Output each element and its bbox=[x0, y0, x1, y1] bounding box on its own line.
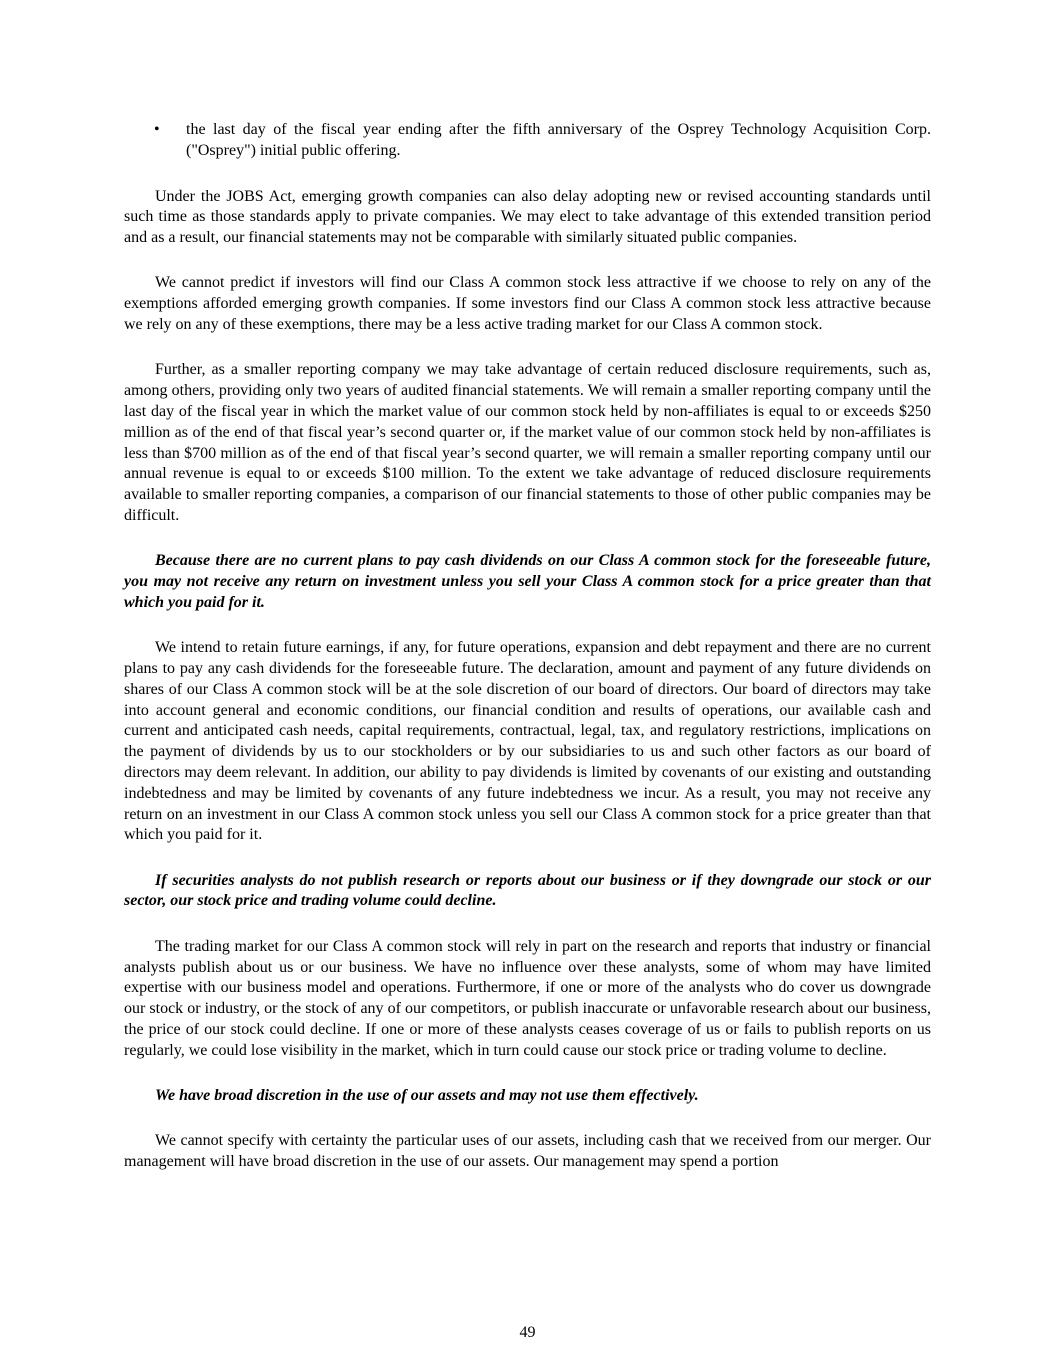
heading-dividends: Because there are no current plans to pay cash dividends on our Class A common stock for the foreseeable future, you may not receive any return on investment unless you sell your Class A common stock for a price greater than that which you paid for it. bbox=[124, 552, 931, 611]
document-page bbox=[124, 120, 931, 1197]
paragraph-dividends: We intend to retain future earnings, if any, for future operations, expansion and debt repayment and there are no current plans to pay any cash dividends for the foreseeable future. The declaration, amount and payment of any future dividends on shares of our Class A common stock will be at the sole discretion of our board of directors. Our board of directors may take into account general and economic conditions, our financial condition and results of operations, our available cash and current and anticipated cash needs, capital requirements, contractual, legal, tax, and regulatory restrictions, implications on the payment of dividends by us to our stockholders or by our subsidiaries to us and such other factors as our board of directors may deem relevant. In addition, our ability to pay dividends is limited by covenants of our existing and outstanding indebtedness and may be limited by covenants of any future indebtedness we incur. As a result, you may not receive any return on an investment in our Class A common stock unless you sell our Class A common stock for a price greater than that which you paid for it. bbox=[124, 639, 931, 844]
heading-discretion: We have broad discretion in the use of our assets and may not use them effectively. bbox=[155, 1086, 699, 1104]
paragraph-jobs-act: Under the JOBS Act, emerging growth companies can also delay adopting new or revised accounting standards until such time as those standards apply to private companies. We may elect to take advantage of this extended transition period and as a result, our financial statements may not be comparable with similarly situated public companies. bbox=[124, 187, 931, 247]
paragraph-discretion: We cannot specify with certainty the particular uses of our assets, including cash that we received from our merger. Our management will have broad discretion in the use of our assets. Our management may spend a portion bbox=[124, 1132, 931, 1171]
paragraph-smaller-reporting: Further, as a smaller reporting company we may take advantage of certain reduced disclosure requirements, such as, among others, providing only two years of audited financial statements. We will remain a smaller reporting company until the last day of the fiscal year in which the market value of our common stock held by non-affiliates is equal to or exceeds $250 million as of the end of that fiscal year’s second quarter or, if the market value of our common stock held by non-affiliates is less than $700 million as of the end of that fiscal year’s second quarter, we will remain a smaller reporting company until our annual revenue is equal to or exceeds $100 million. To the extent we take advantage of reduced disclosure requirements available to smaller reporting companies, a comparison of our financial statements to those of other public companies may be difficult. bbox=[124, 361, 931, 524]
bullet-glyph: • bbox=[154, 121, 160, 138]
page-number: 49 bbox=[519, 1324, 536, 1341]
bullet-item-osprey bbox=[124, 120, 931, 162]
paragraph-investors: We cannot predict if investors will find our Class A common stock less attractive if we choose to rely on any of the exemptions afforded emerging growth companies. If some investors find our Class A common stock less attractive because we rely on any of these exemptions, there may be a less active trading market for our Class A common stock. bbox=[124, 274, 931, 334]
paragraph-analysts: The trading market for our Class A common stock will rely in part on the research and reports that industry or financial analysts publish about us or our business. We have no influence over these analysts, some of whom may have limited expertise with our business model and operations. Furthermore, if one or more of the analysts who do cover us downgrade our stock or industry, or the stock of any of our competitors, or publish inaccurate or unfavorable research about our business, the price of our stock could decline. If one or more of these analysts ceases coverage of us or fails to publish reports on us regularly, we could lose visibility in the market, which in turn could cause our stock price or trading volume to decline. bbox=[124, 937, 931, 1059]
heading-analysts: If securities analysts do not publish research or reports about our business or if they downgrade our stock or our sector, our stock price and trading volume could decline. bbox=[124, 871, 931, 910]
bullet-text: the last day of the fiscal year ending after the fifth anniversary of the Osprey Technology Acquisition Corp. ("Osprey") initial public offering. bbox=[186, 121, 931, 159]
